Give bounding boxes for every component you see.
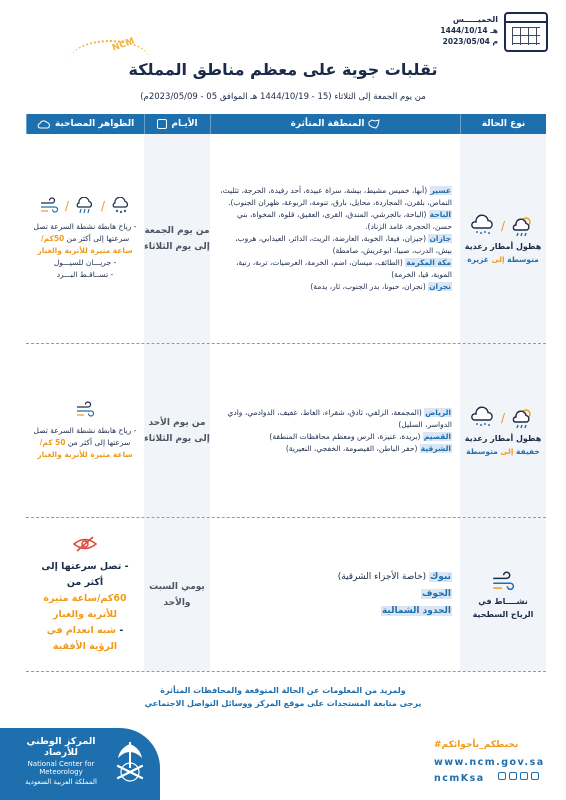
region-detail: (خاصة الأجزاء الشرقية) — [337, 572, 430, 582]
hail-text: - تســاقـط البـــرد — [56, 269, 114, 279]
region-name: الشرقية — [420, 443, 451, 453]
region-name: مكة المكرمة — [406, 257, 451, 267]
day-name: الخميـــــس — [452, 15, 498, 24]
gregorian-date: 2023/05/04 م — [442, 37, 498, 46]
phenomena-icons — [74, 401, 96, 419]
country-name: المملكة العربية السعودية — [25, 778, 97, 786]
cloud-drops-icon — [471, 406, 495, 430]
status-title: نشــــاط في — [478, 596, 528, 606]
table-row — [26, 344, 546, 518]
region-cell — [210, 344, 460, 517]
wind-speed: 50 — [55, 437, 66, 447]
visibility-line — [32, 623, 138, 655]
region-item — [218, 407, 452, 431]
sun-cloud-rain-icon — [511, 214, 535, 238]
header-days-label: الأيـام — [171, 119, 198, 129]
region-name: عسير — [430, 185, 451, 195]
days-text: من يوم الجمعة إلى يوم الثلاثاء — [144, 225, 210, 252]
intensity-connector: إلى — [500, 446, 514, 456]
intensity-connector: إلى — [491, 254, 505, 264]
region-name: الباحة — [429, 209, 451, 219]
separator: / — [500, 218, 506, 233]
separator: / — [101, 198, 106, 213]
rain-cloud-icon — [75, 197, 95, 215]
intensity-from: متوسطة — [507, 254, 539, 264]
header-phenomena — [26, 114, 144, 134]
status-cell — [460, 134, 546, 343]
ncm-mark: NCM — [110, 36, 137, 54]
table-row — [26, 518, 546, 672]
footer-note — [0, 684, 566, 710]
status-icons — [471, 214, 535, 238]
header-status-label: نوع الحالة — [481, 119, 526, 129]
region-item — [218, 209, 452, 233]
table-row — [26, 134, 546, 344]
table-header — [26, 114, 546, 134]
status-icons — [471, 406, 535, 430]
days-text: يومي السبت والأحد — [149, 581, 205, 608]
org-name-en: National Center for Meteorology — [27, 760, 95, 776]
region-item — [218, 257, 452, 281]
region-list — [218, 407, 452, 455]
cloud-icon — [37, 119, 51, 129]
cloud-drops-icon — [471, 214, 495, 238]
phenomena-cell — [26, 518, 144, 671]
phenomena-text — [32, 221, 138, 281]
region-detail: (نجران، حبونا، بدر الجنوب، ثار، يدمة) — [310, 281, 429, 291]
region-detail: (بريدة، عنيزة، الرس ومعظم محافظات المنطقة) — [269, 431, 423, 441]
header-phenomena-label: الظواهر المصاحبة — [54, 119, 135, 129]
header-region-label: المنطقة المتأثرة — [290, 119, 365, 129]
region-name: الرياض — [425, 407, 451, 417]
forecast-table — [26, 114, 546, 672]
saudi-emblem-icon — [110, 738, 150, 786]
region-name: القصيم — [423, 431, 451, 441]
hashtag[interactable]: #نحيطكم_بأجوائكم — [434, 740, 519, 750]
ncm-logo-block — [0, 728, 160, 800]
region-item — [218, 185, 452, 209]
date-block — [440, 14, 498, 47]
region-name: تبوك — [430, 572, 451, 582]
region-item — [218, 281, 452, 293]
social-handle[interactable]: ncmKsa — [434, 773, 485, 784]
header-days — [144, 114, 210, 134]
wind-text: - تصل سرعتها إلى أكثر من — [41, 560, 129, 588]
wind-icon — [39, 197, 59, 215]
wind-dust: مثيرة للأتربة والغبار — [37, 245, 111, 255]
separator: / — [500, 410, 506, 425]
status-intensity — [467, 255, 539, 264]
days-cell — [144, 518, 210, 671]
days-text: من يوم الأحد إلى يوم الثلاثاء — [144, 417, 210, 444]
region-detail: (الباحة، بالجرشي، المندق، القرى، العقيق، قلوة، المخواة، بني حسن، الحجرة، غامد الزناد). — [236, 209, 452, 231]
region-detail: (الطائف، ميسان، اضم، الخرمة، العرضيات، تربة، رنية، الموية، قيا، الخرمة) — [235, 257, 452, 279]
region-item — [218, 586, 452, 603]
org-name-ar: المركز الوطني للأرصاد — [26, 736, 96, 758]
status-title: هطول أمطار رعدية — [464, 241, 542, 251]
instagram-icon[interactable] — [520, 772, 528, 780]
intensity-to: غزيرة — [467, 254, 489, 264]
wind-text: - رياح هابطة نشطة السرعة تصل سرعتها إلى أكثر من — [33, 221, 137, 243]
wind-text: - رياح هابطة نشطة السرعة تصل سرعتها إلى أكثر من — [33, 425, 137, 447]
wind-speed: 50كم/ساعة — [40, 233, 133, 255]
region-item — [218, 233, 452, 257]
region-name: جازان — [429, 233, 451, 243]
facebook-icon[interactable] — [531, 772, 539, 780]
note-line-1: ولمزيد من المعلومات عن الحالة المتوقعة والمحافظات المتأثرة — [160, 686, 406, 695]
no-visibility-icon — [72, 535, 98, 553]
phenomena-cell — [26, 344, 144, 517]
status-cell — [460, 344, 546, 517]
visibility-dash: - — [116, 624, 124, 636]
hijri-date: 1444/10/14 هـ — [440, 26, 498, 35]
youtube-icon[interactable] — [509, 772, 517, 780]
intensity-to: متوسطة — [466, 446, 498, 456]
separator: / — [64, 198, 69, 213]
region-item — [218, 443, 452, 455]
website-link[interactable]: www.ncm.gov.sa — [434, 757, 545, 768]
region-list — [218, 185, 452, 293]
wind-dust: للأتربة والغبار — [53, 608, 117, 620]
sun-cloud-rain-icon — [511, 406, 535, 430]
region-item — [218, 603, 452, 620]
page-subtitle: من يوم الجمعة إلى الثلاثاء (15 - 1444/10/19 هـ الموافق 05 - 2023/05/09م) — [140, 92, 426, 102]
phenomena-cell — [26, 134, 144, 343]
page-title: تقلبات جوية على معظم مناطق المملكة — [128, 60, 438, 79]
social-icons — [498, 772, 539, 780]
status-subtitle: الرياح السطحية — [472, 609, 534, 619]
map-icon — [368, 119, 380, 129]
wind-icon — [489, 571, 517, 593]
floods-text: - جريـــان للسيـــول — [53, 257, 117, 267]
region-detail: (جيزان، فيفا، الخوبة، العارضة، الريث، الدائر، العيدابي، هروب، بيش، الدرب، صبيا، ابوعريش، صامطة) — [235, 233, 452, 255]
visibility-text: شبه انعدام في الرؤية الأفقية — [46, 624, 118, 652]
region-cell — [210, 134, 460, 343]
phenomena-icons — [39, 197, 131, 215]
wind-unit: كم/ساعة مثيرة للأتربة والغبار — [37, 437, 133, 459]
calendar-icon — [504, 12, 548, 52]
region-name: الحدود الشمالية — [381, 606, 451, 616]
date-header — [440, 12, 548, 52]
region-item — [218, 569, 452, 586]
region-item — [218, 431, 452, 443]
twitter-icon[interactable] — [498, 772, 506, 780]
phenomena-text — [32, 425, 138, 461]
region-name: نجران — [429, 281, 451, 291]
intensity-from: خفيفة — [516, 446, 540, 456]
header-status — [460, 114, 546, 134]
region-detail: (حفر الباطن، القيصومة، الخفجي، النعيرية) — [285, 443, 420, 453]
note-line-2: يرجى متابعة المستجدات على موقع المركز ووسائل التواصل الاجتماعي — [144, 699, 422, 708]
days-cell — [144, 344, 210, 517]
status-cell — [460, 518, 546, 671]
calendar-small-icon — [157, 119, 167, 129]
header-region — [210, 114, 460, 134]
region-detail: (أبها، خميس مشيط، بيشة، سراة عبيدة، أحد رفيدة، الحرجة، تثليث، النماص، بلقرن، المجاردة، محايل، بارق، تنومة، الربوعة، ظهران الجنوب). — [220, 185, 452, 207]
status-title: هطول أمطار رعدية — [464, 433, 542, 443]
days-cell — [144, 134, 210, 343]
wind-speed: 60كم/ساعة مثيرة — [43, 592, 127, 604]
region-list — [218, 569, 452, 620]
region-name: الجوف — [421, 589, 451, 599]
hail-icon — [111, 197, 131, 215]
logo-text — [10, 736, 112, 786]
wind-icon — [74, 401, 96, 419]
region-detail: (المجمعة، الزلفي، ثادق، شقراء، الغاط، عفيف، الدوادمي، وادي الدواسر، السليل) — [227, 407, 452, 429]
region-cell — [210, 518, 460, 671]
phenomena-text — [32, 559, 138, 655]
status-intensity — [466, 447, 540, 456]
